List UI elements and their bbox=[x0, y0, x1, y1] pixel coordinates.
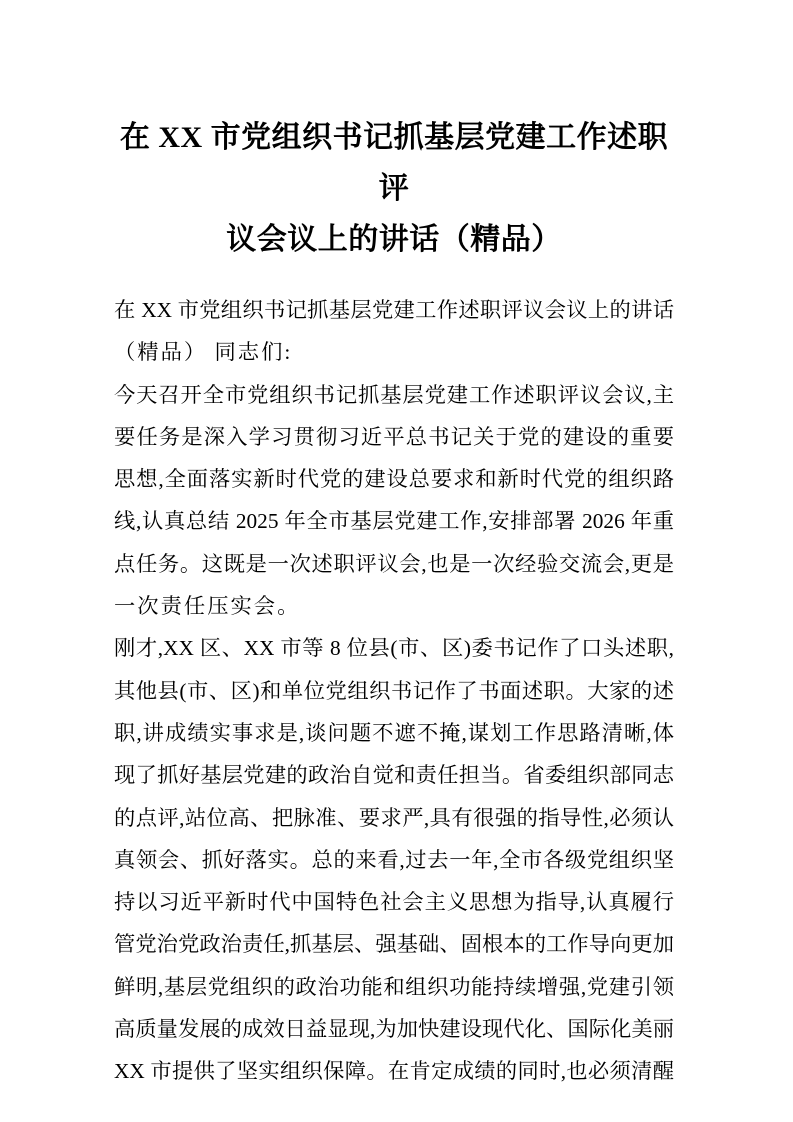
text-line: XX 市提供了坚实组织保障。在肯定成绩的同时,也必须清醒 bbox=[114, 1059, 674, 1084]
text-line: 职,讲成绩实事求是,谈问题不遮不掩,谋划工作思路清晰,体 bbox=[114, 720, 674, 745]
text-line: 要任务是深入学习贯彻习近平总书记关于党的建设的重要 bbox=[114, 424, 674, 449]
text-line: （精品） 同志们: bbox=[114, 340, 293, 365]
title-line: 议会议上的讲话（精品） bbox=[226, 223, 562, 256]
text-line: 刚才,XX 区、XX 市等 8 位县(市、区)委书记作了口头述职, bbox=[114, 636, 674, 661]
text-line: 的点评,站位高、把脉准、要求严,具有很强的指导性,必须认 bbox=[114, 805, 674, 830]
text-line: 管党治党政治责任,抓基层、强基础、固根本的工作导向更加 bbox=[114, 932, 674, 957]
title-line: 在 XX 市党组织书记抓基层党建工作述职评 bbox=[119, 121, 669, 205]
paragraph bbox=[114, 627, 674, 1092]
text-line: 高质量发展的成效日益显现,为加快建设现代化、国际化美丽 bbox=[114, 1017, 674, 1042]
paragraph bbox=[114, 374, 674, 628]
text-line: 点任务。这既是一次述职评议会,也是一次经验交流会,更是 bbox=[114, 551, 674, 576]
document-body bbox=[114, 289, 674, 1093]
text-line: 真领会、抓好落实。总的来看,过去一年,全市各级党组织坚 bbox=[114, 847, 674, 872]
text-line: 一次责任压实会。 bbox=[114, 594, 301, 619]
text-line: 线,认真总结 2025 年全市基层党建工作,安排部署 2026 年重 bbox=[114, 509, 674, 534]
document-content bbox=[114, 0, 674, 1093]
text-line: 其他县(市、区)和单位党组织书记作了书面述职。大家的述 bbox=[114, 678, 674, 703]
text-line: 持以习近平新时代中国特色社会主义思想为指导,认真履行 bbox=[114, 890, 674, 915]
paragraph bbox=[114, 289, 674, 374]
text-line: 鲜明,基层党组织的政治功能和组织功能持续增强,党建引领 bbox=[114, 974, 674, 999]
text-line: 在 XX 市党组织书记抓基层党建工作述职评议会议上的讲话 bbox=[114, 298, 674, 322]
text-line: 思想,全面落实新时代党的建设总要求和新时代党的组织路 bbox=[114, 467, 674, 492]
document-title bbox=[114, 0, 674, 265]
text-line: 今天召开全市党组织书记抓基层党建工作述职评议会议,主 bbox=[114, 382, 674, 407]
text-line: 现了抓好基层党建的政治自觉和责任担当。省委组织部同志 bbox=[114, 763, 674, 788]
